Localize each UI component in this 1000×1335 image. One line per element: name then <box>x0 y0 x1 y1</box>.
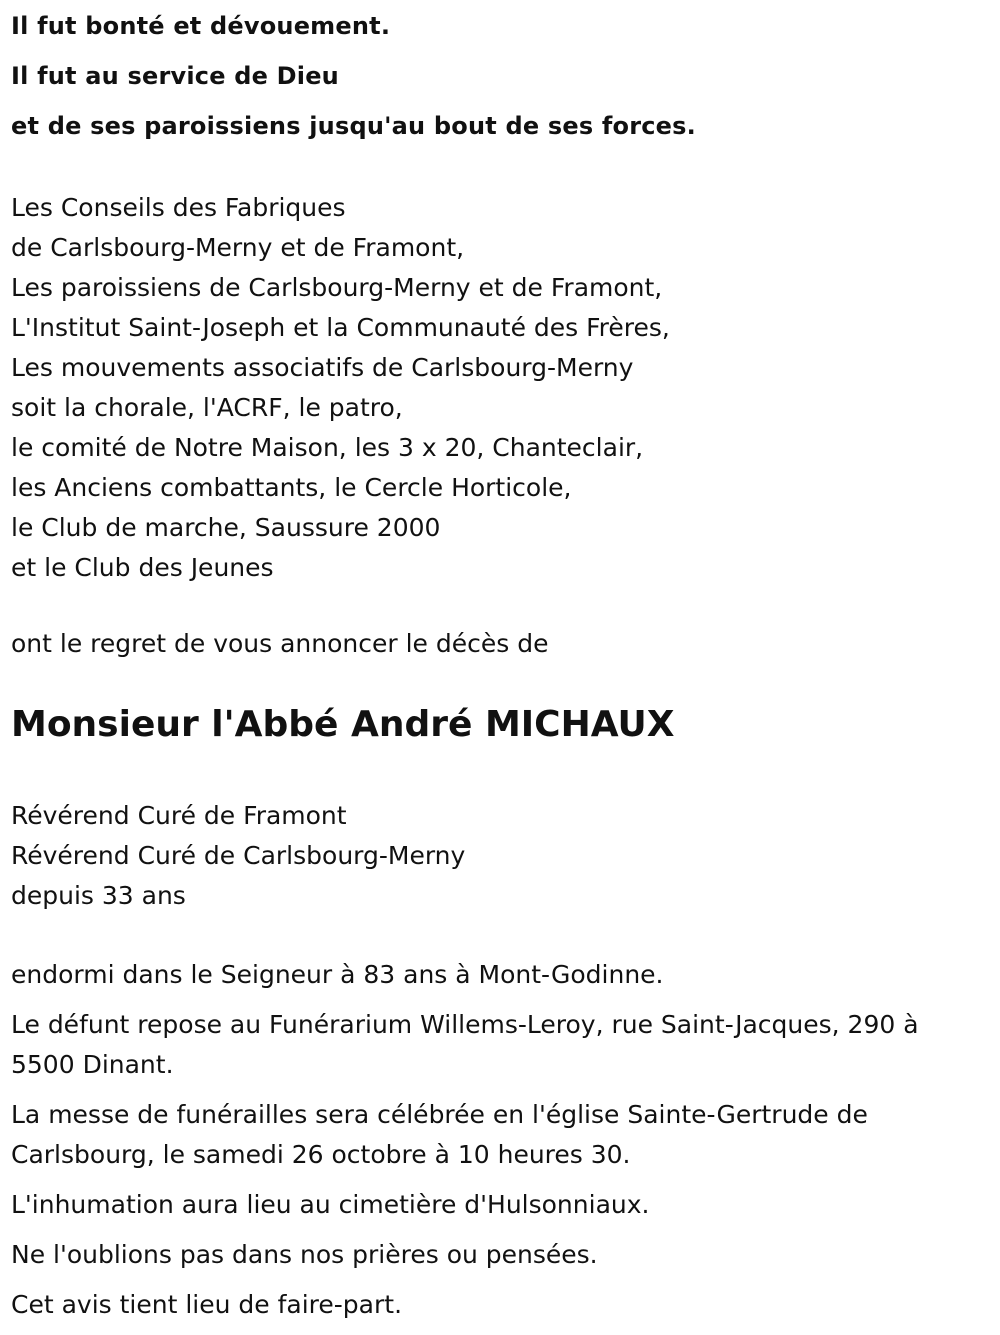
detail-burial: L'inhumation aura lieu au cimetière d'Hulsonniaux. <box>11 1190 650 1219</box>
intro-line-2: Il fut au service de Dieu <box>11 62 339 90</box>
intro-line-3: et de ses paroissiens jusqu'au bout de ses forces. <box>11 112 696 140</box>
detail-mass: La messe de funérailles sera célébrée en l'église Sainte-Gertrude de Carlsbourg, le samedi 26 octobre à 10 heures 30. <box>11 1100 868 1169</box>
announcers-list <box>11 188 670 588</box>
funeral-details <box>11 955 986 1335</box>
intro-line-1: Il fut bonté et dévouement. <box>11 12 391 40</box>
announcer-line: les Anciens combattants, le Cercle Horticole, <box>11 473 572 502</box>
announcer-line: et le Club des Jeunes <box>11 553 274 582</box>
announcer-line: L'Institut Saint-Joseph et la Communauté des Frères, <box>11 313 670 342</box>
title-line: depuis 33 ans <box>11 881 186 910</box>
title-line: Révérend Curé de Carlsbourg-Merny <box>11 841 466 870</box>
detail-funeral-home: Le défunt repose au Funérarium Willems-Leroy, rue Saint-Jacques, 290 à 5500 Dinant. <box>11 1010 919 1079</box>
announcer-line: le Club de marche, Saussure 2000 <box>11 513 441 542</box>
announcer-line: de Carlsbourg-Merny et de Framont, <box>11 233 465 262</box>
title-line: Révérend Curé de Framont <box>11 801 347 830</box>
detail-prayers: Ne l'oublions pas dans nos prières ou pensées. <box>11 1240 598 1269</box>
announcer-line: Les mouvements associatifs de Carlsbourg-Merny <box>11 353 634 382</box>
regret-announcement: ont le regret de vous annoncer le décès de <box>11 629 549 658</box>
detail-passing: endormi dans le Seigneur à 83 ans à Mont-Godinne. <box>11 960 664 989</box>
deceased-titles <box>11 796 465 916</box>
announcer-line: Les Conseils des Fabriques <box>11 193 346 222</box>
announcer-line: soit la chorale, l'ACRF, le patro, <box>11 393 403 422</box>
deceased-name: Monsieur l'Abbé André MICHAUX <box>11 704 675 745</box>
announcer-line: le comité de Notre Maison, les 3 x 20, Chanteclair, <box>11 433 644 462</box>
detail-notice: Cet avis tient lieu de faire-part. <box>11 1290 403 1319</box>
announcer-line: Les paroissiens de Carlsbourg-Merny et de Framont, <box>11 273 663 302</box>
